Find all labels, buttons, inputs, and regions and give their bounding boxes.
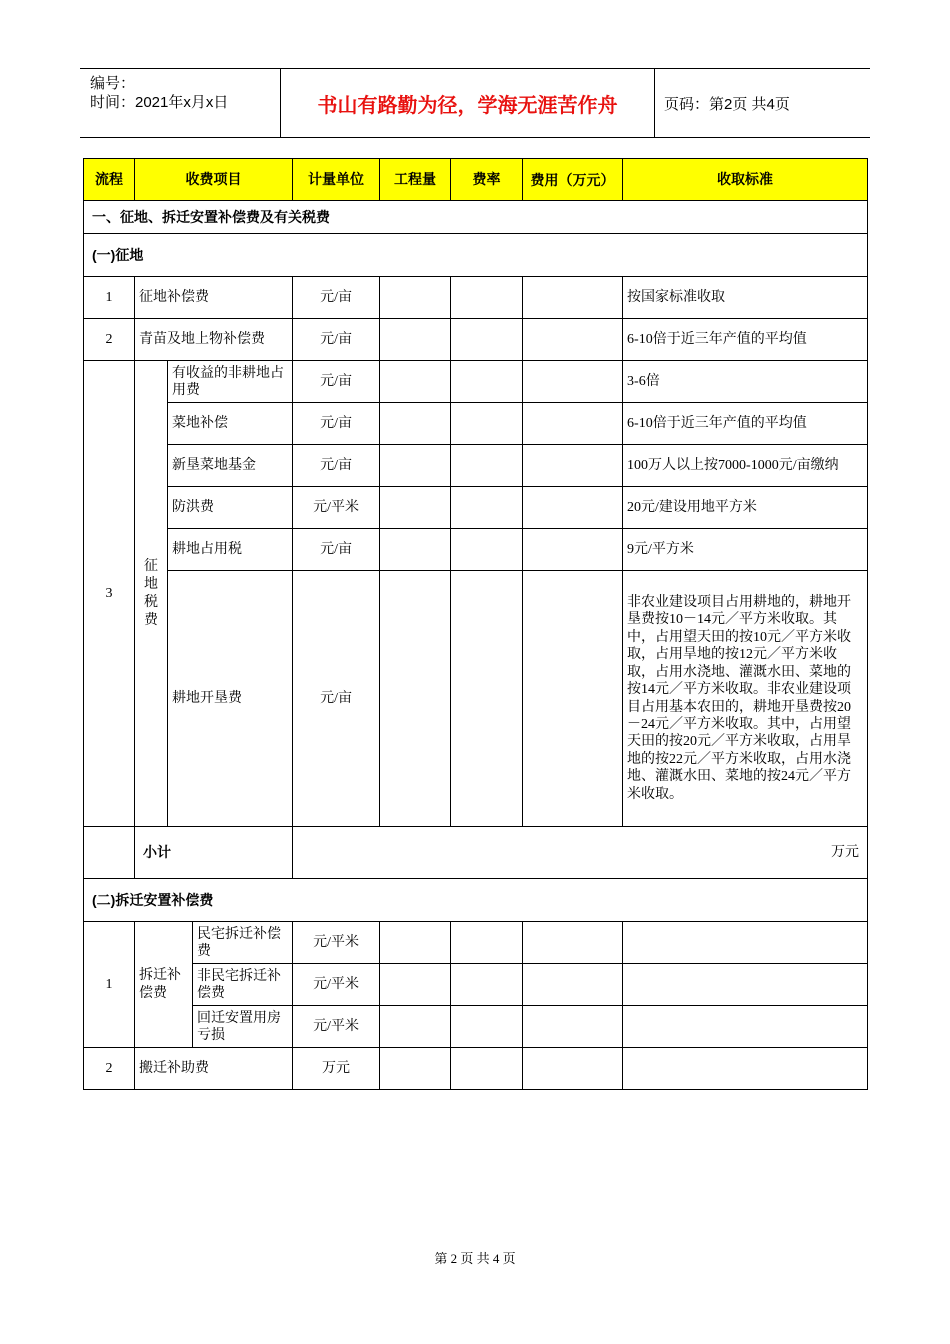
unit-cell: 元/平米 [293, 487, 380, 529]
cost-cell [523, 1048, 623, 1090]
unit-cell: 元/平米 [293, 922, 380, 964]
table-row [84, 445, 868, 487]
rate-cell [451, 1006, 523, 1048]
fee-item: 耕地占用税 [168, 529, 293, 571]
unit-cell: 元/亩 [293, 529, 380, 571]
standard-cell: 6-10倍于近三年产值的平均值 [623, 403, 868, 445]
cost-cell [523, 319, 623, 361]
quantity-cell [380, 571, 451, 827]
row-number: 2 [84, 319, 135, 361]
row-number: 3 [84, 361, 135, 827]
subsection-row [84, 234, 868, 277]
cost-cell [523, 1006, 623, 1048]
header-motto: 书山有路勤为径，学海无涯苦作舟 [281, 69, 655, 137]
unit-cell: 元/平米 [293, 1006, 380, 1048]
fee-item: 民宅拆迁补偿费 [193, 922, 293, 964]
fee-item: 非民宅拆迁补偿费 [193, 964, 293, 1006]
quantity-cell [380, 361, 451, 403]
document-date-label: 时间：2021年x月x日 [90, 94, 229, 111]
fee-item: 搬迁补助费 [135, 1048, 293, 1090]
quantity-cell [380, 403, 451, 445]
unit-cell: 元/亩 [293, 445, 380, 487]
fee-item: 回迁安置用房亏损 [193, 1006, 293, 1048]
standard-cell: 20元/建设用地平方米 [623, 487, 868, 529]
standard-cell: 9元/平方米 [623, 529, 868, 571]
cost-cell [523, 277, 623, 319]
cost-cell [523, 964, 623, 1006]
table-row [84, 277, 868, 319]
standard-cell [623, 922, 868, 964]
subtotal-value: 万元 [293, 827, 868, 879]
subsection-title: (一)征地 [84, 234, 868, 277]
fee-item: 有收益的非耕地占用费 [168, 361, 293, 403]
unit-cell: 元/亩 [293, 361, 380, 403]
rate-cell [451, 319, 523, 361]
standard-cell: 6-10倍于近三年产值的平均值 [623, 319, 868, 361]
rate-cell [451, 277, 523, 319]
cost-cell [523, 529, 623, 571]
column-header: 流程 [84, 159, 135, 201]
column-header: 计量单位 [293, 159, 380, 201]
standard-cell [623, 1048, 868, 1090]
subtotal-label: 小计 [135, 827, 293, 879]
unit-cell: 元/亩 [293, 571, 380, 827]
cost-cell [523, 487, 623, 529]
table-row [84, 922, 868, 964]
table-row [84, 571, 868, 827]
rate-cell [451, 445, 523, 487]
page-footer: 第 2 页 共 4 页 [434, 1251, 516, 1266]
fee-item: 耕地开垦费 [168, 571, 293, 827]
quantity-cell [380, 1048, 451, 1090]
fee-item: 防洪费 [168, 487, 293, 529]
table-header-row [84, 159, 868, 201]
subtotal-row [84, 827, 868, 879]
section-title: 一、征地、拆迁安置补偿费及有关税费 [84, 201, 868, 234]
column-header: 费率 [451, 159, 523, 201]
empty-cell [84, 827, 135, 879]
group-label [135, 361, 168, 827]
quantity-cell [380, 445, 451, 487]
subsection-row [84, 879, 868, 922]
rate-cell [451, 964, 523, 1006]
cost-cell [523, 445, 623, 487]
rate-cell [451, 922, 523, 964]
header-info-cell [80, 69, 281, 137]
table-row [84, 319, 868, 361]
quantity-cell [380, 964, 451, 1006]
rate-cell [451, 1048, 523, 1090]
rate-cell [451, 487, 523, 529]
standard-cell: 3-6倍 [623, 361, 868, 403]
row-number: 1 [84, 277, 135, 319]
standard-cell: 非农业建设项目占用耕地的，耕地开垦费按10－14元／平方米收取。其中，占用望天田的按10元／平方米收取，占用旱地的按12元／平方米收取，占用水浇地、灌溉水田、菜地的按14元／平方米收取。非农业建设项目占用基本农田的，耕地开垦费按20－24元／平方米收取。其中，占用望天田的按20元／平方米收取，占用旱地的按22元／平方米收取，占用水浇地、灌溉水田、菜地的按24元／平方米收取。 [623, 571, 868, 827]
page-header [80, 68, 870, 138]
column-header: 收取标准 [623, 159, 868, 201]
cost-cell [523, 922, 623, 964]
fee-table [83, 158, 868, 1090]
rate-cell [451, 361, 523, 403]
section-row [84, 201, 868, 234]
group-label-text: 征地税费 [144, 558, 158, 628]
standard-cell [623, 1006, 868, 1048]
group-label: 拆迁补偿费 [135, 922, 193, 1048]
quantity-cell [380, 319, 451, 361]
table-row [84, 1048, 868, 1090]
standard-cell: 按国家标准收取 [623, 277, 868, 319]
rate-cell [451, 403, 523, 445]
column-header: 工程量 [380, 159, 451, 201]
unit-cell: 万元 [293, 1048, 380, 1090]
fee-item: 青苗及地上物补偿费 [135, 319, 293, 361]
rate-cell [451, 571, 523, 827]
standard-cell [623, 964, 868, 1006]
quantity-cell [380, 922, 451, 964]
document-number-label: 编号： [90, 75, 136, 92]
table-row [84, 403, 868, 445]
quantity-cell [380, 487, 451, 529]
standard-cell: 100万人以上按7000-1000元/亩缴纳 [623, 445, 868, 487]
header-page-number: 页码：第2页 共4页 [664, 95, 790, 113]
table-row [84, 361, 868, 403]
row-number: 2 [84, 1048, 135, 1090]
cost-cell [523, 361, 623, 403]
unit-cell: 元/平米 [293, 964, 380, 1006]
cost-cell [523, 571, 623, 827]
rate-cell [451, 529, 523, 571]
cost-cell [523, 403, 623, 445]
table-row [84, 529, 868, 571]
unit-cell: 元/亩 [293, 319, 380, 361]
quantity-cell [380, 529, 451, 571]
column-header: 收费项目 [135, 159, 293, 201]
table-row [84, 964, 868, 1006]
fee-item: 征地补偿费 [135, 277, 293, 319]
table-row [84, 1006, 868, 1048]
fee-item: 菜地补偿 [168, 403, 293, 445]
table-row [84, 487, 868, 529]
unit-cell: 元/亩 [293, 403, 380, 445]
quantity-cell [380, 1006, 451, 1048]
row-number: 1 [84, 922, 135, 1048]
fee-item: 新垦菜地基金 [168, 445, 293, 487]
column-header: 费用（万元） [523, 159, 623, 201]
quantity-cell [380, 277, 451, 319]
unit-cell: 元/亩 [293, 277, 380, 319]
subsection-title: (二)拆迁安置补偿费 [84, 879, 868, 922]
